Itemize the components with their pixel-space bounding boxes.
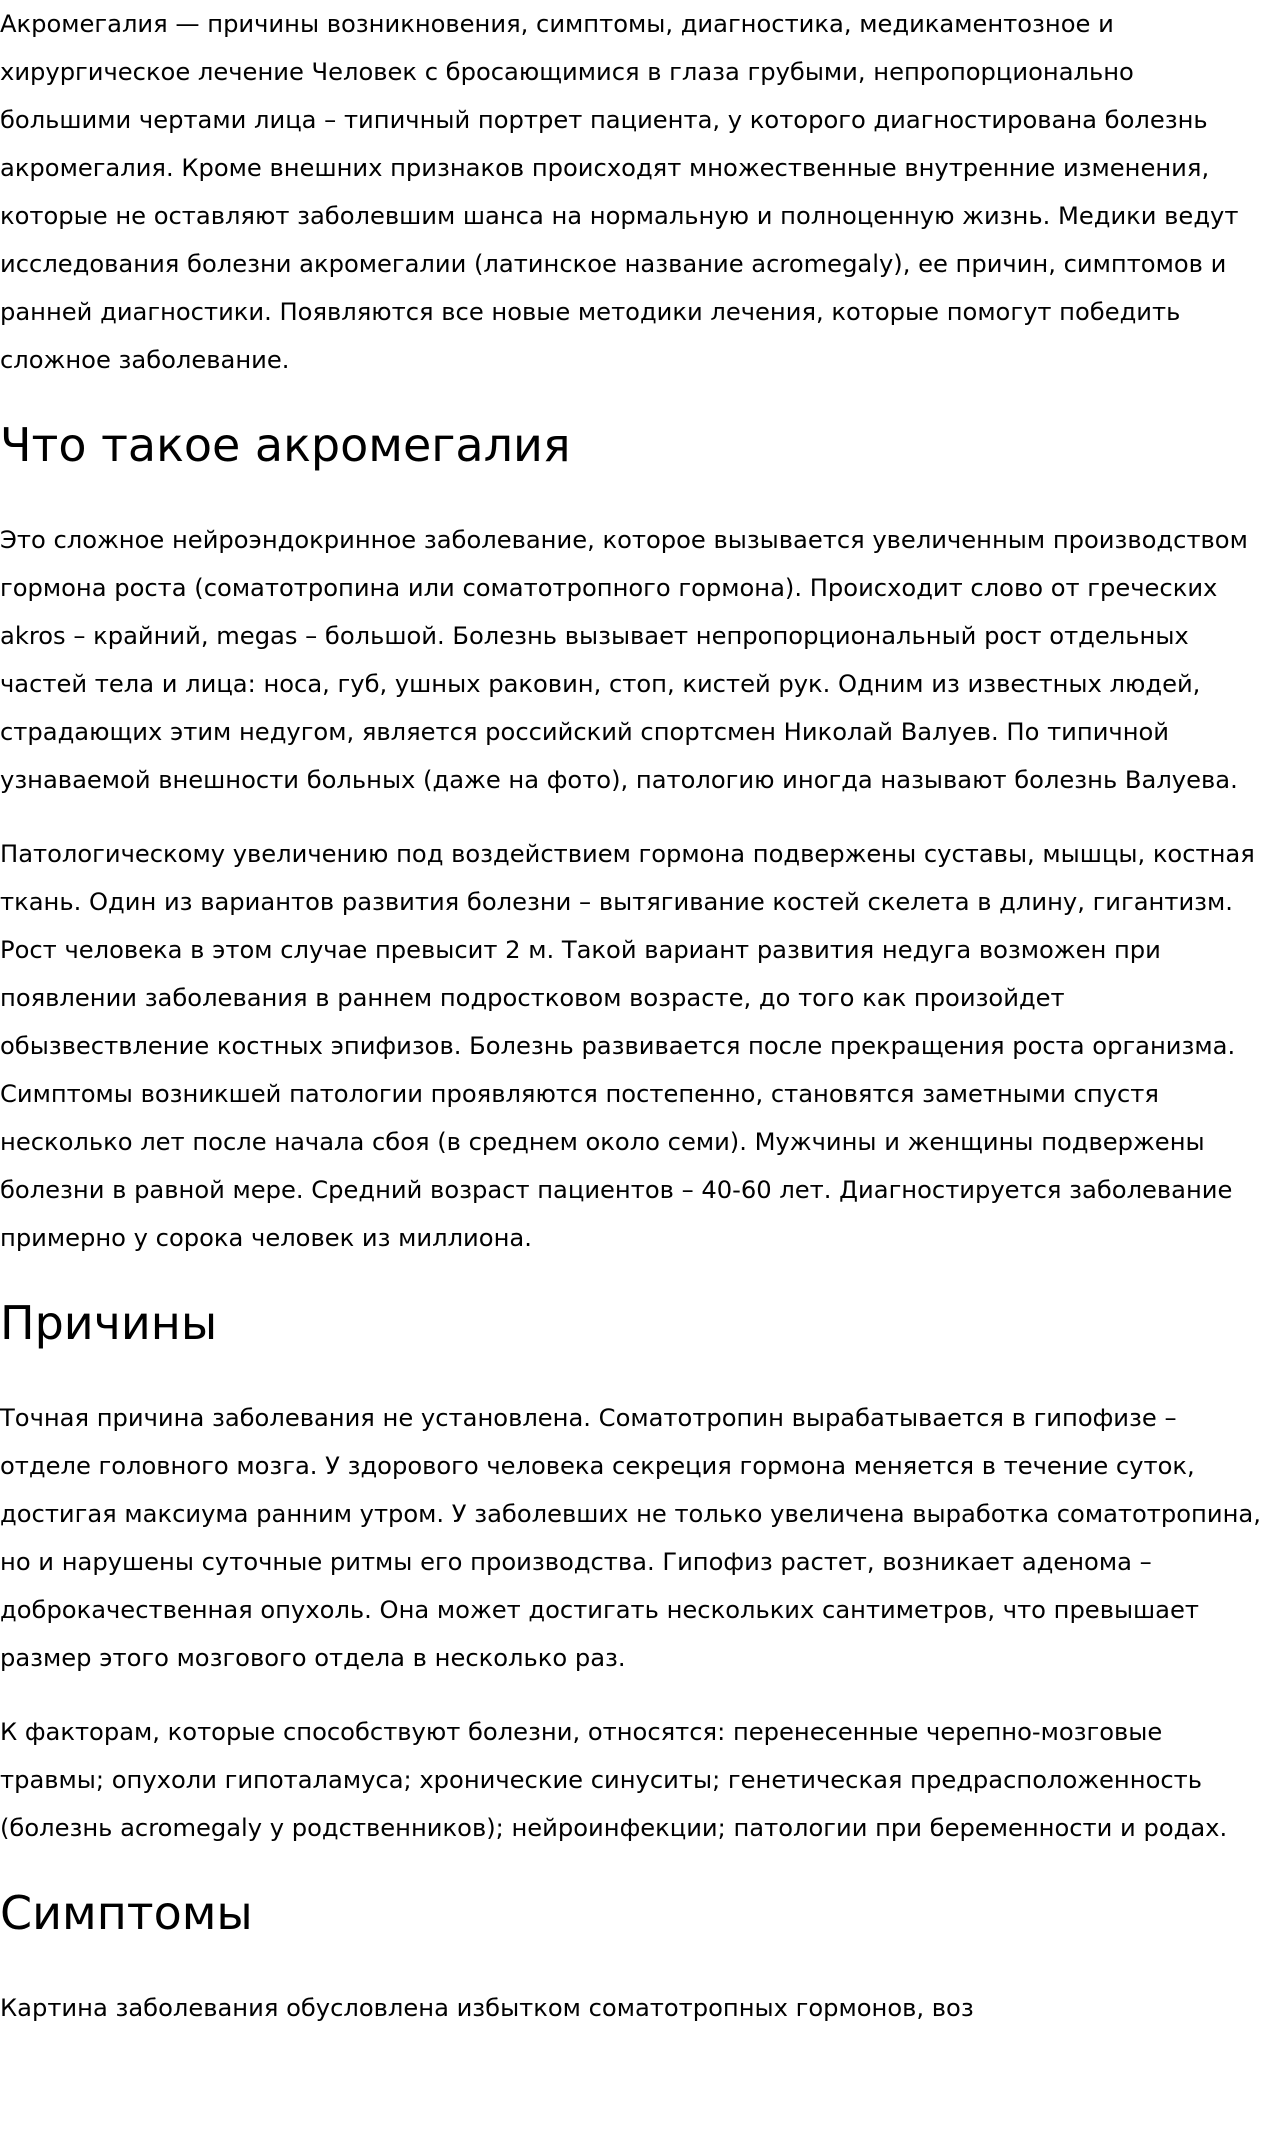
section-paragraph: Это сложное нейроэндокринное заболевание, которое вызывается увеличенным производством гормона роста (соматотропина или соматотропного гормона). Происходит слово от греческих akros – крайний, megas – большой. Болезнь вызывает непропорциональный рост отдельных частей тела и лица: носа, губ, ушных раковин, стоп, кистей рук. Одним из известных людей, страдающих этим недугом, является российский спортсмен Николай Валуев. По типичной узнаваемой внешности больных (даже на фото), патологию иногда называют болезнь Валуева. (0, 526, 1248, 794)
section-heading-symptoms: Симптомы (0, 1886, 253, 1940)
section-heading-causes: Причины (0, 1296, 218, 1350)
section-heading-what-is: Что такое акромегалия (0, 418, 571, 472)
section-paragraph: Патологическому увеличению под воздействием гормона подвержены суставы, мышцы, костная ткань. Один из вариантов развития болезни – вытягивание костей скелета в длину, гигантизм. Рост человека в этом случае превысит 2 м. Такой вариант развития недуга возможен при появлении заболевания в раннем подростковом возрасте, до того как произойдет обызвествление костных эпифизов. Болезнь развивается после прекращения роста организма. Симптомы возникшей патологии проявляются постепенно, становятся заметными спустя несколько лет после начала сбоя (в среднем около семи). Мужчины и женщины подвержены болезни в равной мере. Средний возраст пациентов – 40-60 лет. Диагностируется заболевание примерно у сорока человек из миллиона. (0, 840, 1255, 1252)
intro-paragraph: Акромегалия — причины возникновения, симптомы, диагностика, медикаментозное и хирургическое лечение Человек с бросающимися в глаза грубыми, непропорционально большими чертами лица – типичный портрет пациента, у которого диагностирована болезнь акромегалия. Кроме внешних признаков происходят множественные внутренние изменения, которые не оставляют заболевшим шанса на нормальную и полноценную жизнь. Медики ведут исследования болезни акромегалии (латинское название acromegaly), ее причин, симптомов и ранней диагностики. Появляются все новые методики лечения, которые помогут победить сложное заболевание. (0, 10, 1239, 374)
section-paragraph: Точная причина заболевания не установлена. Соматотропин вырабатывается в гипофизе – отделе головного мозга. У здорового человека секреция гормона меняется в течение суток, достигая максиума ранним утром. У заболевших не только увеличена выработка соматотропина, но и нарушены суточные ритмы его производства. Гипофиз растет, возникает аденома – доброкачественная опухоль. Она может достигать нескольких сантиметров, что превышает размер этого мозгового отдела в несколько раз. (0, 1404, 1261, 1672)
section-paragraph: Картина заболевания обусловлена избытком соматотропных гормонов, воз (0, 1994, 974, 2022)
section-paragraph: К факторам, которые способствуют болезни, относятся: перенесенные черепно-мозговые травмы; опухоли гипоталамуса; хронические синуситы; генетическая предрасположенность (болезнь acromegaly у родственников); нейроинфекции; патологии при беременности и родах. (0, 1718, 1228, 1842)
